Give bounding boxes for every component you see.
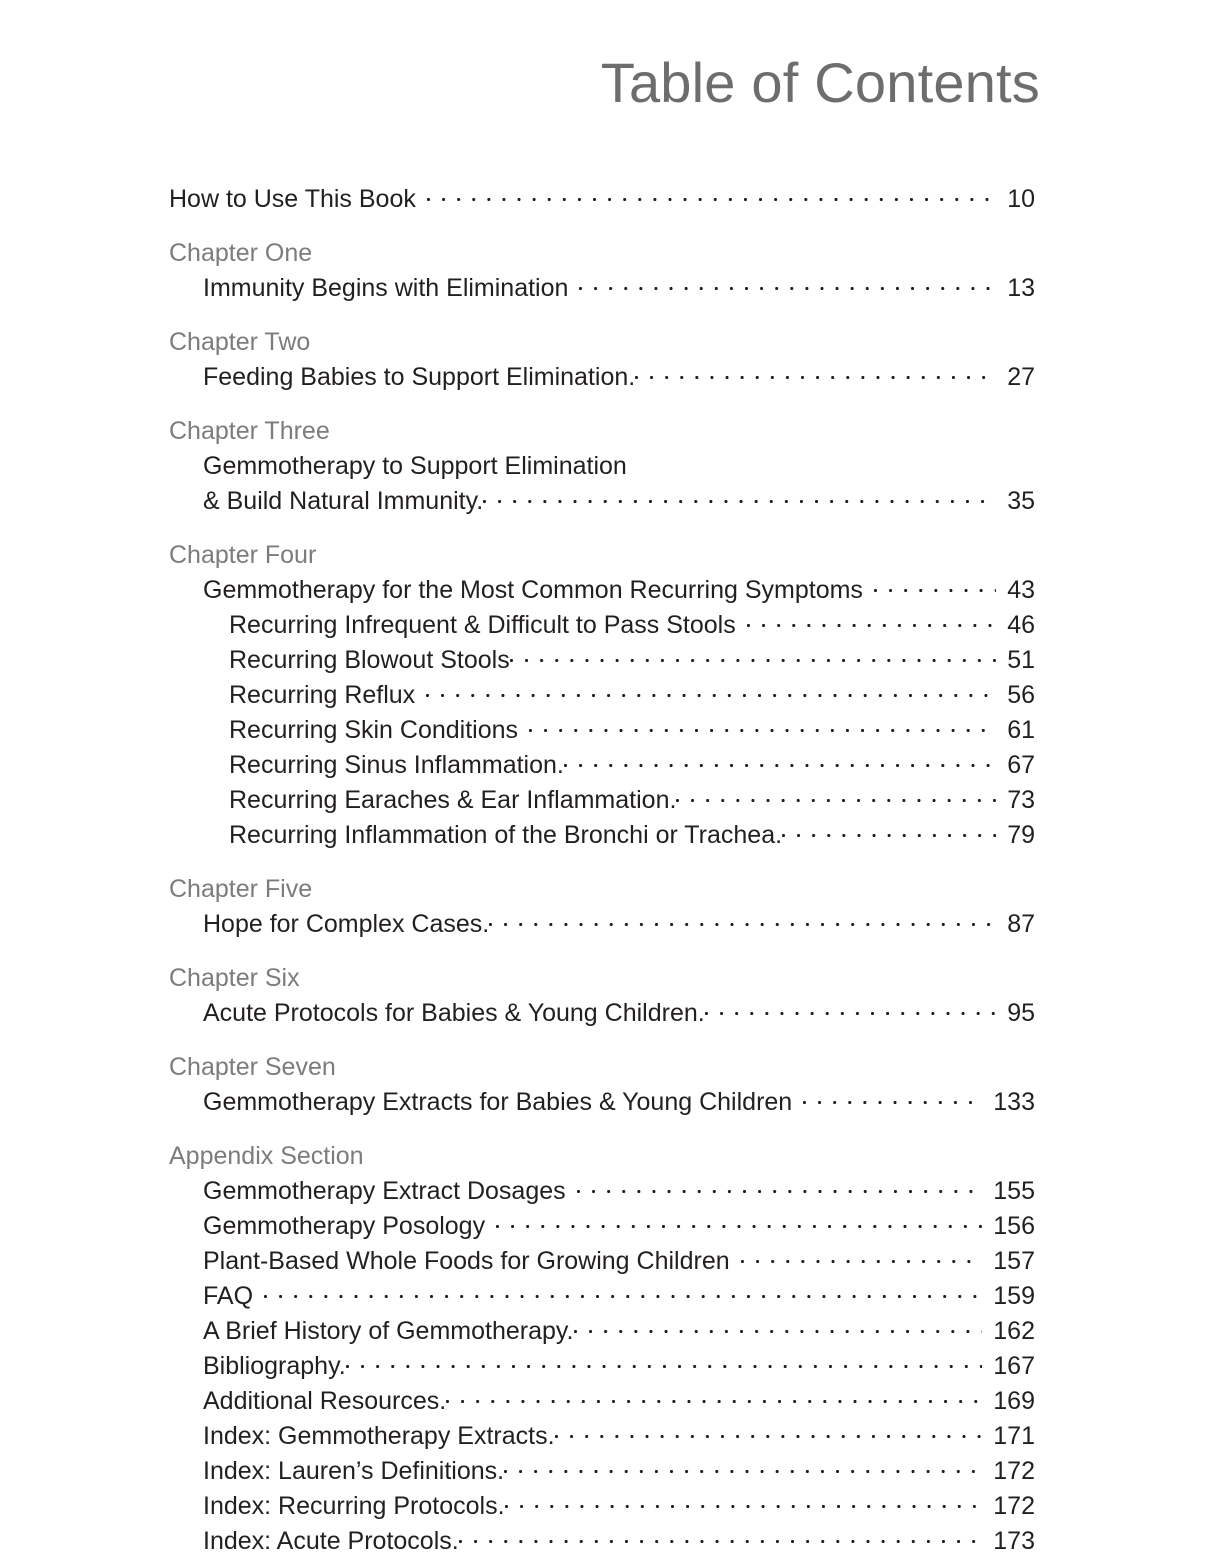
- toc-entry-label: & Build Natural Immunity.: [203, 487, 484, 515]
- page-title: Table of Contents: [600, 51, 1040, 114]
- toc-page-number: 156: [993, 1212, 1035, 1240]
- toc-page-number: 133: [993, 1088, 1035, 1116]
- toc-entry[interactable]: [169, 573, 1035, 608]
- toc-group: [169, 235, 1035, 306]
- toc-entry[interactable]: [169, 713, 1035, 748]
- toc-entry-label: Recurring Reflux: [229, 681, 416, 709]
- chapter-heading: Chapter Seven: [169, 1053, 336, 1081]
- toc-entry[interactable]: [169, 678, 1035, 713]
- toc-entry[interactable]: [169, 182, 1035, 217]
- dot-leader: [264, 1279, 982, 1304]
- toc-entry-label: Index: Recurring Protocols.: [203, 1492, 505, 1520]
- toc-page-number: 159: [993, 1282, 1035, 1310]
- dot-leader: [564, 748, 996, 773]
- toc-page-number: 172: [993, 1492, 1035, 1520]
- dot-leader: [577, 1174, 983, 1199]
- chapter-heading: Appendix Section: [169, 1142, 364, 1170]
- toc-entry[interactable]: [169, 360, 1035, 395]
- dot-leader: [782, 818, 996, 843]
- toc-entry-label: Immunity Begins with Elimination: [203, 274, 569, 302]
- toc-entry[interactable]: [169, 748, 1035, 783]
- dot-leader: [635, 360, 996, 385]
- chapter-heading: Chapter Five: [169, 875, 313, 903]
- chapter-heading: Chapter Six: [169, 964, 300, 992]
- toc-entry-label: Recurring Infrequent & Difficult to Pass Stools: [229, 611, 736, 639]
- dot-leader: [459, 1524, 983, 1549]
- toc-entry[interactable]: [169, 1384, 1035, 1419]
- toc-entry-label: Gemmotherapy Posology: [203, 1212, 486, 1240]
- toc-entry-label: Recurring Inflammation of the Bronchi or Trachea.: [229, 821, 783, 849]
- toc-entry[interactable]: [169, 1419, 1035, 1454]
- toc-page-number: 73: [1007, 786, 1035, 814]
- toc-entry-label: Recurring Skin Conditions: [229, 716, 519, 744]
- toc-page-number: 157: [993, 1247, 1035, 1275]
- toc-entry-label: Recurring Blowout Stools: [229, 646, 510, 674]
- toc-entry-label: Gemmotherapy for the Most Common Recurring Symptoms: [203, 576, 863, 604]
- toc-group: [169, 182, 1035, 217]
- toc-entry-label: Bibliography.: [203, 1352, 346, 1380]
- toc-page-number: 169: [993, 1387, 1035, 1415]
- toc-page-number: 46: [1007, 611, 1035, 639]
- toc-group: [169, 537, 1035, 853]
- toc-page-number: 173: [993, 1527, 1035, 1555]
- toc-entry-label: FAQ: [203, 1282, 254, 1310]
- toc-entry[interactable]: [169, 643, 1035, 678]
- toc-page-number: 27: [1007, 363, 1035, 391]
- dot-leader: [529, 713, 996, 738]
- toc-group: [169, 413, 1035, 519]
- toc-entry[interactable]: [169, 1454, 1035, 1489]
- dot-leader: [555, 1419, 983, 1444]
- toc-entry[interactable]: [169, 1174, 1035, 1209]
- toc-entry-label: How to Use This Book: [169, 185, 416, 213]
- toc-page-number: 67: [1007, 751, 1035, 779]
- toc-page-number: 95: [1007, 999, 1035, 1027]
- toc-entry[interactable]: [169, 608, 1035, 643]
- toc-entry[interactable]: [169, 271, 1035, 306]
- toc-entry[interactable]: [169, 1349, 1035, 1384]
- toc-entry-label: Additional Resources.: [203, 1387, 447, 1415]
- toc-entry[interactable]: [169, 818, 1035, 853]
- toc-group: [169, 1049, 1035, 1120]
- toc-entry[interactable]: [169, 1489, 1035, 1524]
- dot-leader: [426, 678, 996, 703]
- toc-entry[interactable]: [169, 1085, 1035, 1120]
- toc-entry-label: Index: Lauren’s Definitions.: [203, 1457, 505, 1485]
- toc-entry-label: Plant-Based Whole Foods for Growing Children: [203, 1247, 730, 1275]
- dot-leader: [505, 1489, 983, 1514]
- toc-entry-label: Feeding Babies to Support Elimination.: [203, 363, 636, 391]
- toc-page-number: 155: [993, 1177, 1035, 1205]
- dot-leader: [483, 484, 996, 509]
- toc-page-number: 10: [1007, 185, 1035, 213]
- toc-page-number: 51: [1007, 646, 1035, 674]
- toc-page-number: 172: [993, 1457, 1035, 1485]
- toc-page-number: 43: [1007, 576, 1035, 604]
- toc-entry-label: Gemmotherapy to Support Elimination: [203, 452, 627, 480]
- dot-leader: [705, 996, 996, 1021]
- toc-page-number: 87: [1007, 910, 1035, 938]
- dot-leader: [579, 271, 996, 296]
- dot-leader: [803, 1085, 982, 1110]
- chapter-heading: Chapter Two: [169, 328, 311, 356]
- toc-entry-label: Gemmotherapy Extracts for Babies & Young Children: [203, 1088, 793, 1116]
- toc-page-number: 35: [1007, 487, 1035, 515]
- chapter-heading: Chapter Three: [169, 417, 330, 445]
- dot-leader: [747, 608, 996, 633]
- toc-group: [169, 324, 1035, 395]
- toc-entry[interactable]: [169, 1524, 1035, 1559]
- toc-page-number: 162: [993, 1317, 1035, 1345]
- toc-entry-label: Index: Gemmotherapy Extracts.: [203, 1422, 555, 1450]
- toc-entry-label: Index: Acute Protocols.: [203, 1527, 459, 1555]
- toc-page-number: 13: [1007, 274, 1035, 302]
- dot-leader: [676, 783, 996, 808]
- toc-entry[interactable]: [169, 449, 1035, 484]
- toc-page-number: 167: [993, 1352, 1035, 1380]
- toc-group: [169, 1138, 1035, 1559]
- toc-entry-label: Gemmotherapy Extract Dosages: [203, 1177, 566, 1205]
- toc-entry[interactable]: [169, 1279, 1035, 1314]
- dot-leader: [874, 573, 996, 598]
- dot-leader: [510, 643, 996, 668]
- dot-leader: [741, 1244, 983, 1269]
- toc-page-number: 171: [993, 1422, 1035, 1450]
- toc-entry-label: Recurring Sinus Inflammation.: [229, 751, 564, 779]
- toc-list: [169, 182, 1035, 1559]
- dot-leader: [346, 1349, 983, 1374]
- toc-entry[interactable]: [169, 1244, 1035, 1279]
- dot-leader: [446, 1384, 982, 1409]
- toc-group: [169, 871, 1035, 942]
- chapter-heading: Chapter Four: [169, 541, 317, 569]
- toc-page-number: 79: [1007, 821, 1035, 849]
- dot-leader: [489, 907, 996, 932]
- toc-entry[interactable]: [169, 484, 1035, 519]
- toc-entry-label: Hope for Complex Cases.: [203, 910, 490, 938]
- toc-entry-label: Acute Protocols for Babies & Young Children.: [203, 999, 705, 1027]
- toc-entry-label: A Brief History of Gemmotherapy.: [203, 1317, 574, 1345]
- toc-group: [169, 960, 1035, 1031]
- dot-leader: [574, 1314, 983, 1339]
- dot-leader: [427, 182, 996, 207]
- toc-entry-label: Recurring Earaches & Ear Inflammation.: [229, 786, 677, 814]
- chapter-heading: Chapter One: [169, 239, 313, 267]
- toc-page-number: 56: [1007, 681, 1035, 709]
- toc-entry[interactable]: [169, 907, 1035, 942]
- toc-entry[interactable]: [169, 1314, 1035, 1349]
- toc-entry[interactable]: [169, 996, 1035, 1031]
- toc-entry[interactable]: [169, 1209, 1035, 1244]
- toc-page-number: 61: [1007, 716, 1035, 744]
- dot-leader: [496, 1209, 982, 1234]
- dot-leader: [504, 1454, 982, 1479]
- toc-entry[interactable]: [169, 783, 1035, 818]
